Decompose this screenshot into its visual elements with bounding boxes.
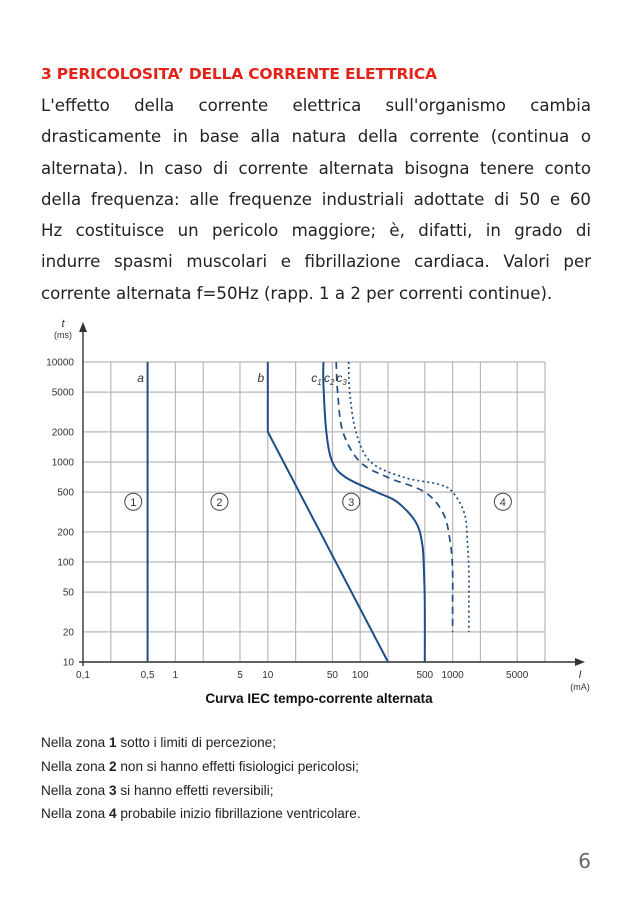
zone-line-4: Nella zona 4 probabile inizio fibrillazione ventricolare.: [41, 806, 361, 822]
y-axis-arrow: [79, 322, 87, 332]
chart-caption: Curva IEC tempo-corrente alternata: [205, 691, 433, 706]
y-tick-label: 10: [62, 657, 74, 669]
x-tick-label: 0,1: [76, 670, 90, 681]
zone-line-2: Nella zona 2 non si hanno effetti fisiologici pericolosi;: [41, 758, 359, 774]
curve-label: $c_3$: [336, 371, 347, 387]
zone-marker-label: 4: [499, 496, 506, 509]
curve-label: b: [257, 371, 265, 385]
curve-c1: [323, 362, 425, 662]
paragraph-line: drasticamente in base alla natura della corrente (continua o: [41, 127, 591, 147]
curve-label: a: [137, 371, 144, 385]
y-tick-label: 5000: [51, 387, 74, 399]
y-tick-label: 200: [57, 527, 74, 539]
zone-marker-label: 2: [216, 496, 223, 509]
x-tick-label: 50: [326, 670, 338, 681]
y-tick-label: 50: [62, 587, 74, 599]
paragraph-line: indurre spasmi muscolari e fibrillazione cardiaca. Valori per: [41, 252, 591, 272]
y-axis-unit: (ms): [54, 330, 72, 340]
y-tick-label: 20: [62, 627, 74, 639]
x-axis-arrow: [575, 658, 585, 666]
y-tick-label: 1000: [51, 457, 74, 469]
y-axis-label: t: [61, 318, 65, 330]
curve-label: $c_1$: [311, 371, 322, 387]
x-axis-unit: (mA): [570, 682, 590, 692]
zone-line-3: Nella zona 3 si hanno effetti reversibili;: [41, 782, 274, 798]
x-tick-label: 5: [237, 670, 243, 681]
x-axis-label: I: [578, 669, 582, 681]
y-tick-label: 100: [57, 557, 74, 569]
x-tick-label: 500: [416, 670, 434, 681]
curve-label: $c_2$: [323, 371, 335, 387]
iec-time-current-chart: [0, 312, 638, 692]
x-tick-label: 1000: [441, 670, 464, 681]
y-tick-label: 10000: [46, 357, 74, 369]
paragraph-line: corrente alternata f=50Hz (rapp. 1 a 2 per correnti continue).: [41, 283, 553, 303]
x-tick-label: 0,5: [140, 670, 155, 681]
zone-legend: [41, 731, 361, 826]
x-tick-label: 5000: [506, 670, 529, 681]
x-tick-label: 1: [172, 670, 179, 681]
x-tick-label: 100: [351, 670, 369, 681]
curve-b: [268, 362, 388, 662]
paragraph-line: alternata). In caso di corrente alternata bisogna tenere conto: [41, 158, 591, 178]
y-tick-label: 500: [57, 487, 74, 499]
zone-marker-label: 3: [348, 496, 355, 509]
zone-marker-label: 1: [130, 496, 137, 509]
section-heading: 3 PERICOLOSITA’ DELLA CORRENTE ELETTRICA: [41, 65, 437, 83]
paragraph-line: Hz costituisce un pericolo maggiore; è, difatti, in grado di: [41, 221, 591, 241]
paragraph-line: L'effetto della corrente elettrica sull'organismo cambia: [41, 96, 591, 115]
intro-paragraph: [41, 90, 591, 309]
zone-line-1: Nella zona 1 sotto i limiti di percezione;: [41, 735, 276, 750]
paragraph-line: della frequenza: alle frequenze industriali adottate di 50 e 60: [41, 189, 591, 209]
y-tick-label: 2000: [51, 427, 74, 439]
page-number: 6: [578, 849, 591, 873]
curve-c3: [349, 362, 469, 632]
x-tick-label: 10: [262, 670, 274, 681]
